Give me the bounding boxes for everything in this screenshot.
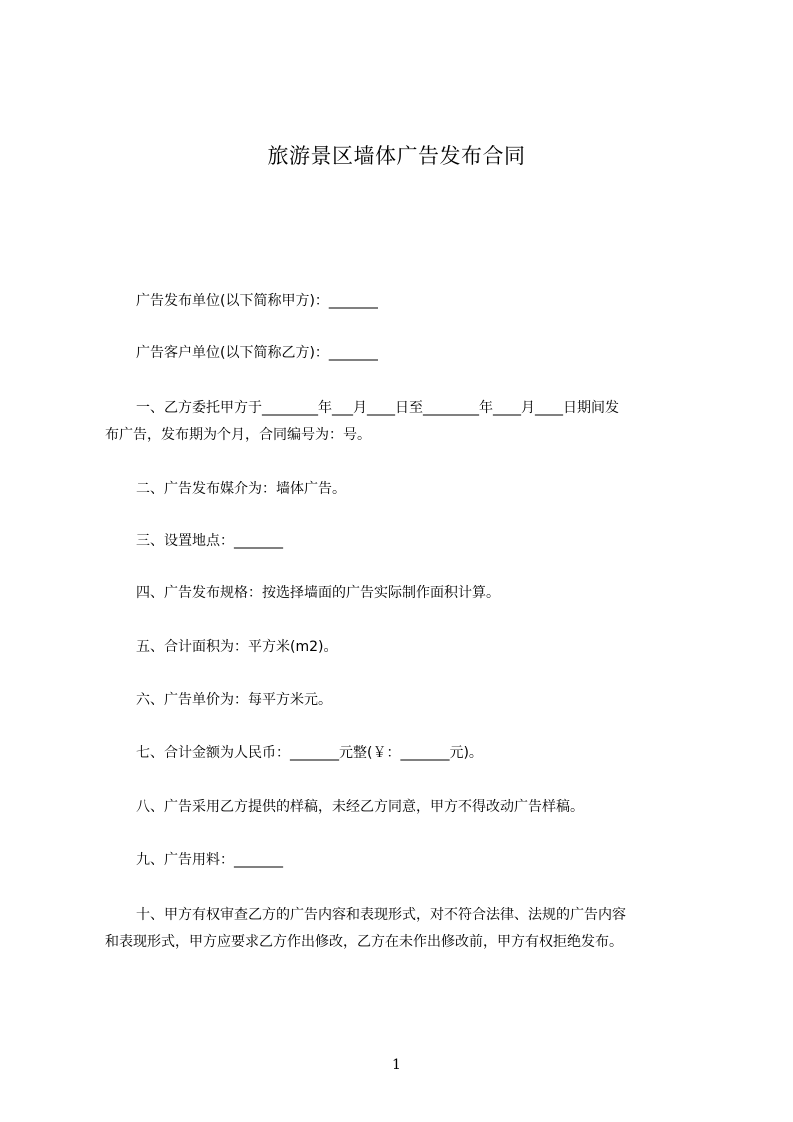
- clause-10-line-1: 十、甲方有权审查乙方的广告内容和表现形式，对不符合法律、法规的广告内容: [136, 907, 626, 923]
- clause-4: 四、广告发布规格：按选择墙面的广告实际制作面积计算。: [136, 585, 500, 601]
- clause-10-line-2: 和表现形式，甲方应要求乙方作出修改，乙方在未作出修改前，甲方有权拒绝发布。: [105, 934, 623, 950]
- clause-party-a: 广告发布单位(以下简称甲方)：_______: [136, 293, 378, 309]
- page-number: 1: [392, 1057, 401, 1073]
- clause-3: 三、设置地点：_______: [136, 533, 283, 549]
- clause-7: 七、合计金额为人民币：_______元整(￥：_______元)。: [136, 745, 483, 761]
- clause-5: 五、合计面积为：平方米(m2)。: [136, 639, 338, 655]
- clause-8: 八、广告采用乙方提供的样稿，未经乙方同意，甲方不得改动广告样稿。: [136, 799, 584, 815]
- clause-6: 六、广告单价为：每平方米元。: [136, 692, 332, 708]
- clause-9: 九、广告用料：_______: [136, 852, 283, 868]
- clause-2: 二、广告发布媒介为：墙体广告。: [136, 481, 346, 497]
- clause-party-b: 广告客户单位(以下简称乙方)：_______: [136, 345, 378, 361]
- clause-1-line-1: 一、乙方委托甲方于________年___月____日至________年____月____日期间发: [136, 400, 619, 416]
- document-title: 旅游景区墙体广告发布合同: [267, 144, 526, 168]
- clause-1-line-2: 布广告，发布期为个月，合同编号为：号。: [105, 427, 371, 443]
